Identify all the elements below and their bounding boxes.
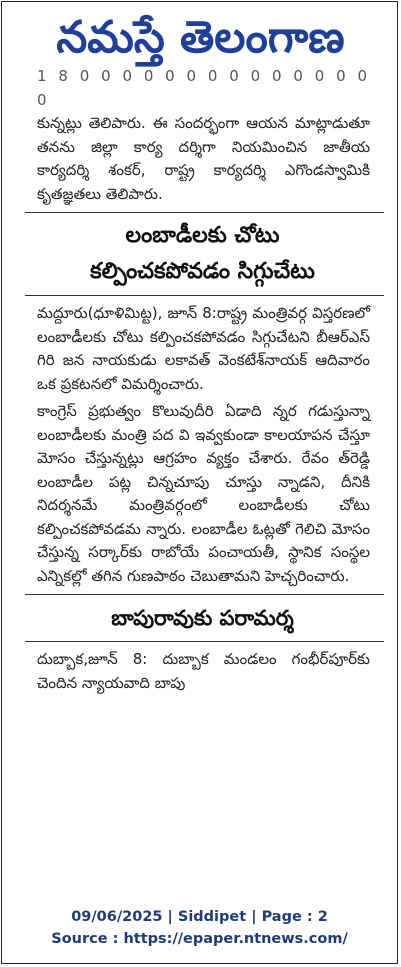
source-footer	[2, 900, 397, 962]
headline-divider	[25, 295, 384, 296]
headline-divider	[25, 641, 384, 642]
next-article-paragraph: దుబ్బాక,జూన్ 8: దుబ్బాక మండలం గంభీర్‌పూర్‌కు చెందిన న్యాయవాది బాపు	[37, 650, 370, 692]
article-paragraph: మద్దూరు(ధూళిమిట్ట), జూన్ 8:రాష్ట్ర మంత్రివర్గ విస్తరణలో లంబాడీలకు చోటు కల్పించకపోవడం సిగ్గుచేటని బీఆర్ఎస్ గిరి జన నాయకుడు లకావత్ వెంకటేశ్‌నాయక్ ఆదివారం ఒక ప్రకటనలో విమర్శించారు.	[37, 304, 370, 393]
article-clipping	[7, 67, 390, 896]
column-divider	[25, 212, 384, 213]
newspaper-logo: నమస్తే తెలంగాణ	[56, 12, 345, 63]
masthead	[2, 2, 397, 70]
article-headline-line2: కల్పించకపోవడం సిగ్గుచేటు	[90, 259, 315, 284]
clip-fade	[7, 882, 390, 896]
article-headline-line1: లంబాడీలకు చోటు	[125, 223, 280, 248]
article-paragraph: కాంగ్రెస్ ప్రభుత్వం కొలువుదీరి ఏడాది న్నర గడుస్తున్నా లంబాడీలకు మంత్రి పద వి ఇవ్వకుండా కాలయాపన చేస్తూ మోసం చేస్తున్నట్లు ఆగ్రహం వ్యక్తం చేశారు. రేవం త్‌రెడ్డి లంబాడీల పట్ల చిన్నచూపు చూస్తు న్నాడని, దీనికి నిదర్శనమే మంత్రివర్గంలో లంబాడీలకు చోటు కల్పించకపోవడమ న్నారు. లంబాడీల ఓట్లతో గెలిచి మోసం చేస్తున్న సర్కార్‌కు రాబోయే పంచాయతీ, స్థానిక సంస్థల ఎన్నికల్లో తగిన గుణపాఠం చెబుతామని హెచ్చరించారు.	[37, 402, 370, 585]
edition-info: 09/06/2025 | Siddipet | Page : 2	[71, 909, 328, 925]
column-divider	[25, 594, 384, 595]
article-tail-partial-line: 1 8 0 0 0 0 0 0 0 0 0 0 0 0 0 0 0	[37, 67, 370, 109]
article-tail-paragraph: కున్నట్లు తెలిపారు. ఈ సందర్భంగా ఆయన మాట్లాడుతూ తనను జిల్లా కార్య దర్శిగా నియమించిన జాతీయ కార్యదర్శి శంకర్, రాష్ట్ర కార్యదర్శి ఎగొండస్వామికి కృతజ్ఞతలు తెలిపారు.	[37, 114, 370, 203]
next-article-headline: బాపురావుకు పరామర్శ	[111, 606, 294, 630]
source-url: Source : https://epaper.ntnews.com/	[51, 931, 348, 947]
